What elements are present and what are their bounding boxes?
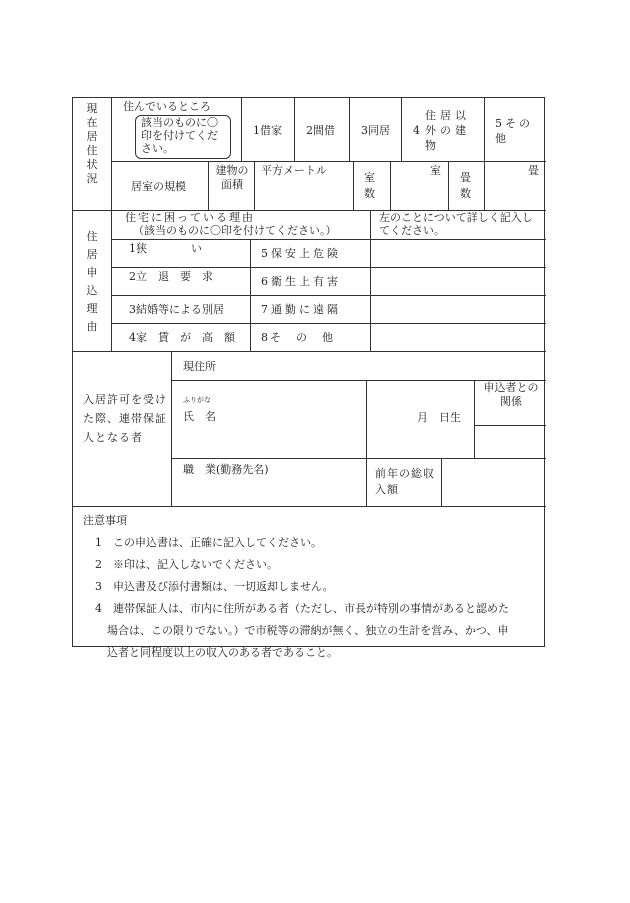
guarantor-birth-label: 月 日生 — [417, 411, 461, 424]
reason-7: 7通勤に遠隔 — [261, 303, 341, 316]
divider — [111, 295, 546, 296]
divider — [353, 161, 354, 210]
room-scale-label: 居室の規模 — [131, 180, 186, 193]
guarantor-label: 入居許可を受けた際、連帯保証人となる者 — [83, 393, 167, 444]
divider — [366, 380, 367, 506]
room-unit: 室 — [430, 164, 441, 177]
section1-row-divider — [111, 161, 546, 162]
note-item-4-cont2: 込者と同程度以上の収入のある者であること。 — [107, 646, 338, 659]
divider — [171, 351, 172, 506]
section-divider — [73, 351, 546, 352]
reason-8: 8そ の 他 — [261, 331, 335, 344]
reason-header: 住宅に困っている理由 — [125, 211, 255, 224]
reason-1: 1狭 い — [129, 242, 202, 255]
section-divider — [73, 506, 546, 507]
occupation-label: 職 業(勤務先名) — [183, 463, 269, 476]
tatami-count-label: 畳数 — [460, 171, 471, 200]
reason-2: 2立 退 要 求 — [129, 270, 213, 283]
divider — [474, 380, 475, 458]
reason-5: 5保安上危険 — [261, 247, 341, 260]
divider — [111, 323, 546, 324]
divider — [171, 458, 546, 459]
option-non-residential: 住居以外の建物 — [425, 109, 470, 152]
divider — [474, 425, 546, 426]
where-note: 該当のものに〇印を付けてください。 — [141, 116, 218, 155]
section1-label-divider — [111, 98, 112, 210]
furigana-label: ふりがな — [183, 396, 211, 404]
divider — [294, 98, 295, 161]
divider — [441, 458, 442, 506]
notes-section — [83, 510, 538, 664]
note-item-4: 4 連帯保証人は、市内に住所がある者（ただし、市長が特別の事情があると認めた — [95, 602, 509, 615]
reason-4: 4家 賃 が 高 額 — [129, 331, 235, 344]
divider — [349, 98, 350, 161]
note-item-3: 3 申込書及び添付書類は、一切返却しません。 — [95, 580, 334, 593]
note-item-4-cont1: 場合は、この限りでない。）で市税等の滞納が無く、独立の生計を営み、かつ、申 — [107, 624, 509, 637]
divider — [390, 161, 391, 210]
divider — [111, 239, 546, 240]
guarantor-name-label: 氏 名 — [183, 410, 216, 423]
option-other: 5その他 — [495, 117, 533, 145]
divider — [254, 161, 255, 210]
divider — [111, 210, 112, 351]
option-rented-house: 1借家 — [253, 124, 282, 137]
divider — [111, 267, 546, 268]
reason-6: 6衛生上有害 — [261, 275, 341, 288]
option-rented-room: 2間借 — [306, 124, 335, 137]
divider — [484, 98, 485, 161]
reason-3: 3結婚等による別居 — [129, 303, 224, 316]
room-count-label: 室数 — [364, 171, 375, 200]
tatami-unit: 畳 — [528, 164, 539, 177]
option4-number: 4 — [413, 124, 420, 137]
guarantor-address-label: 現住所 — [183, 360, 216, 373]
divider — [484, 161, 485, 210]
reason-header-note: （該当のものに〇印を付けてください。） — [133, 224, 337, 237]
sqm-label: 平方メートル — [261, 164, 327, 177]
option-living-with: 3同居 — [361, 124, 390, 137]
divider — [370, 210, 371, 351]
divider — [448, 161, 449, 210]
divider — [208, 161, 209, 210]
building-area-label: 建物の面積 — [215, 164, 249, 191]
application-form-table — [72, 97, 545, 659]
residence-status-label: 現 在 居 住 状 況 — [86, 102, 98, 185]
where-you-live-label: 住んでいるところ — [123, 100, 211, 113]
divider — [241, 98, 242, 161]
note-item-1: 1 この申込書は、正確に記入してください。 — [95, 536, 322, 549]
notes-title: 注意事項 — [83, 514, 127, 527]
application-reason-label: 住 居 申 込 理 由 — [86, 230, 98, 333]
note-item-2: 2 ※印は、記入しないでください。 — [95, 558, 278, 571]
annual-income-label: 前年の総収入額 — [375, 467, 435, 496]
reason-detail-header: 左のことについて詳しく記入してください。 — [379, 211, 533, 237]
divider — [401, 98, 402, 161]
relation-label: 申込者との関係 — [483, 381, 539, 408]
